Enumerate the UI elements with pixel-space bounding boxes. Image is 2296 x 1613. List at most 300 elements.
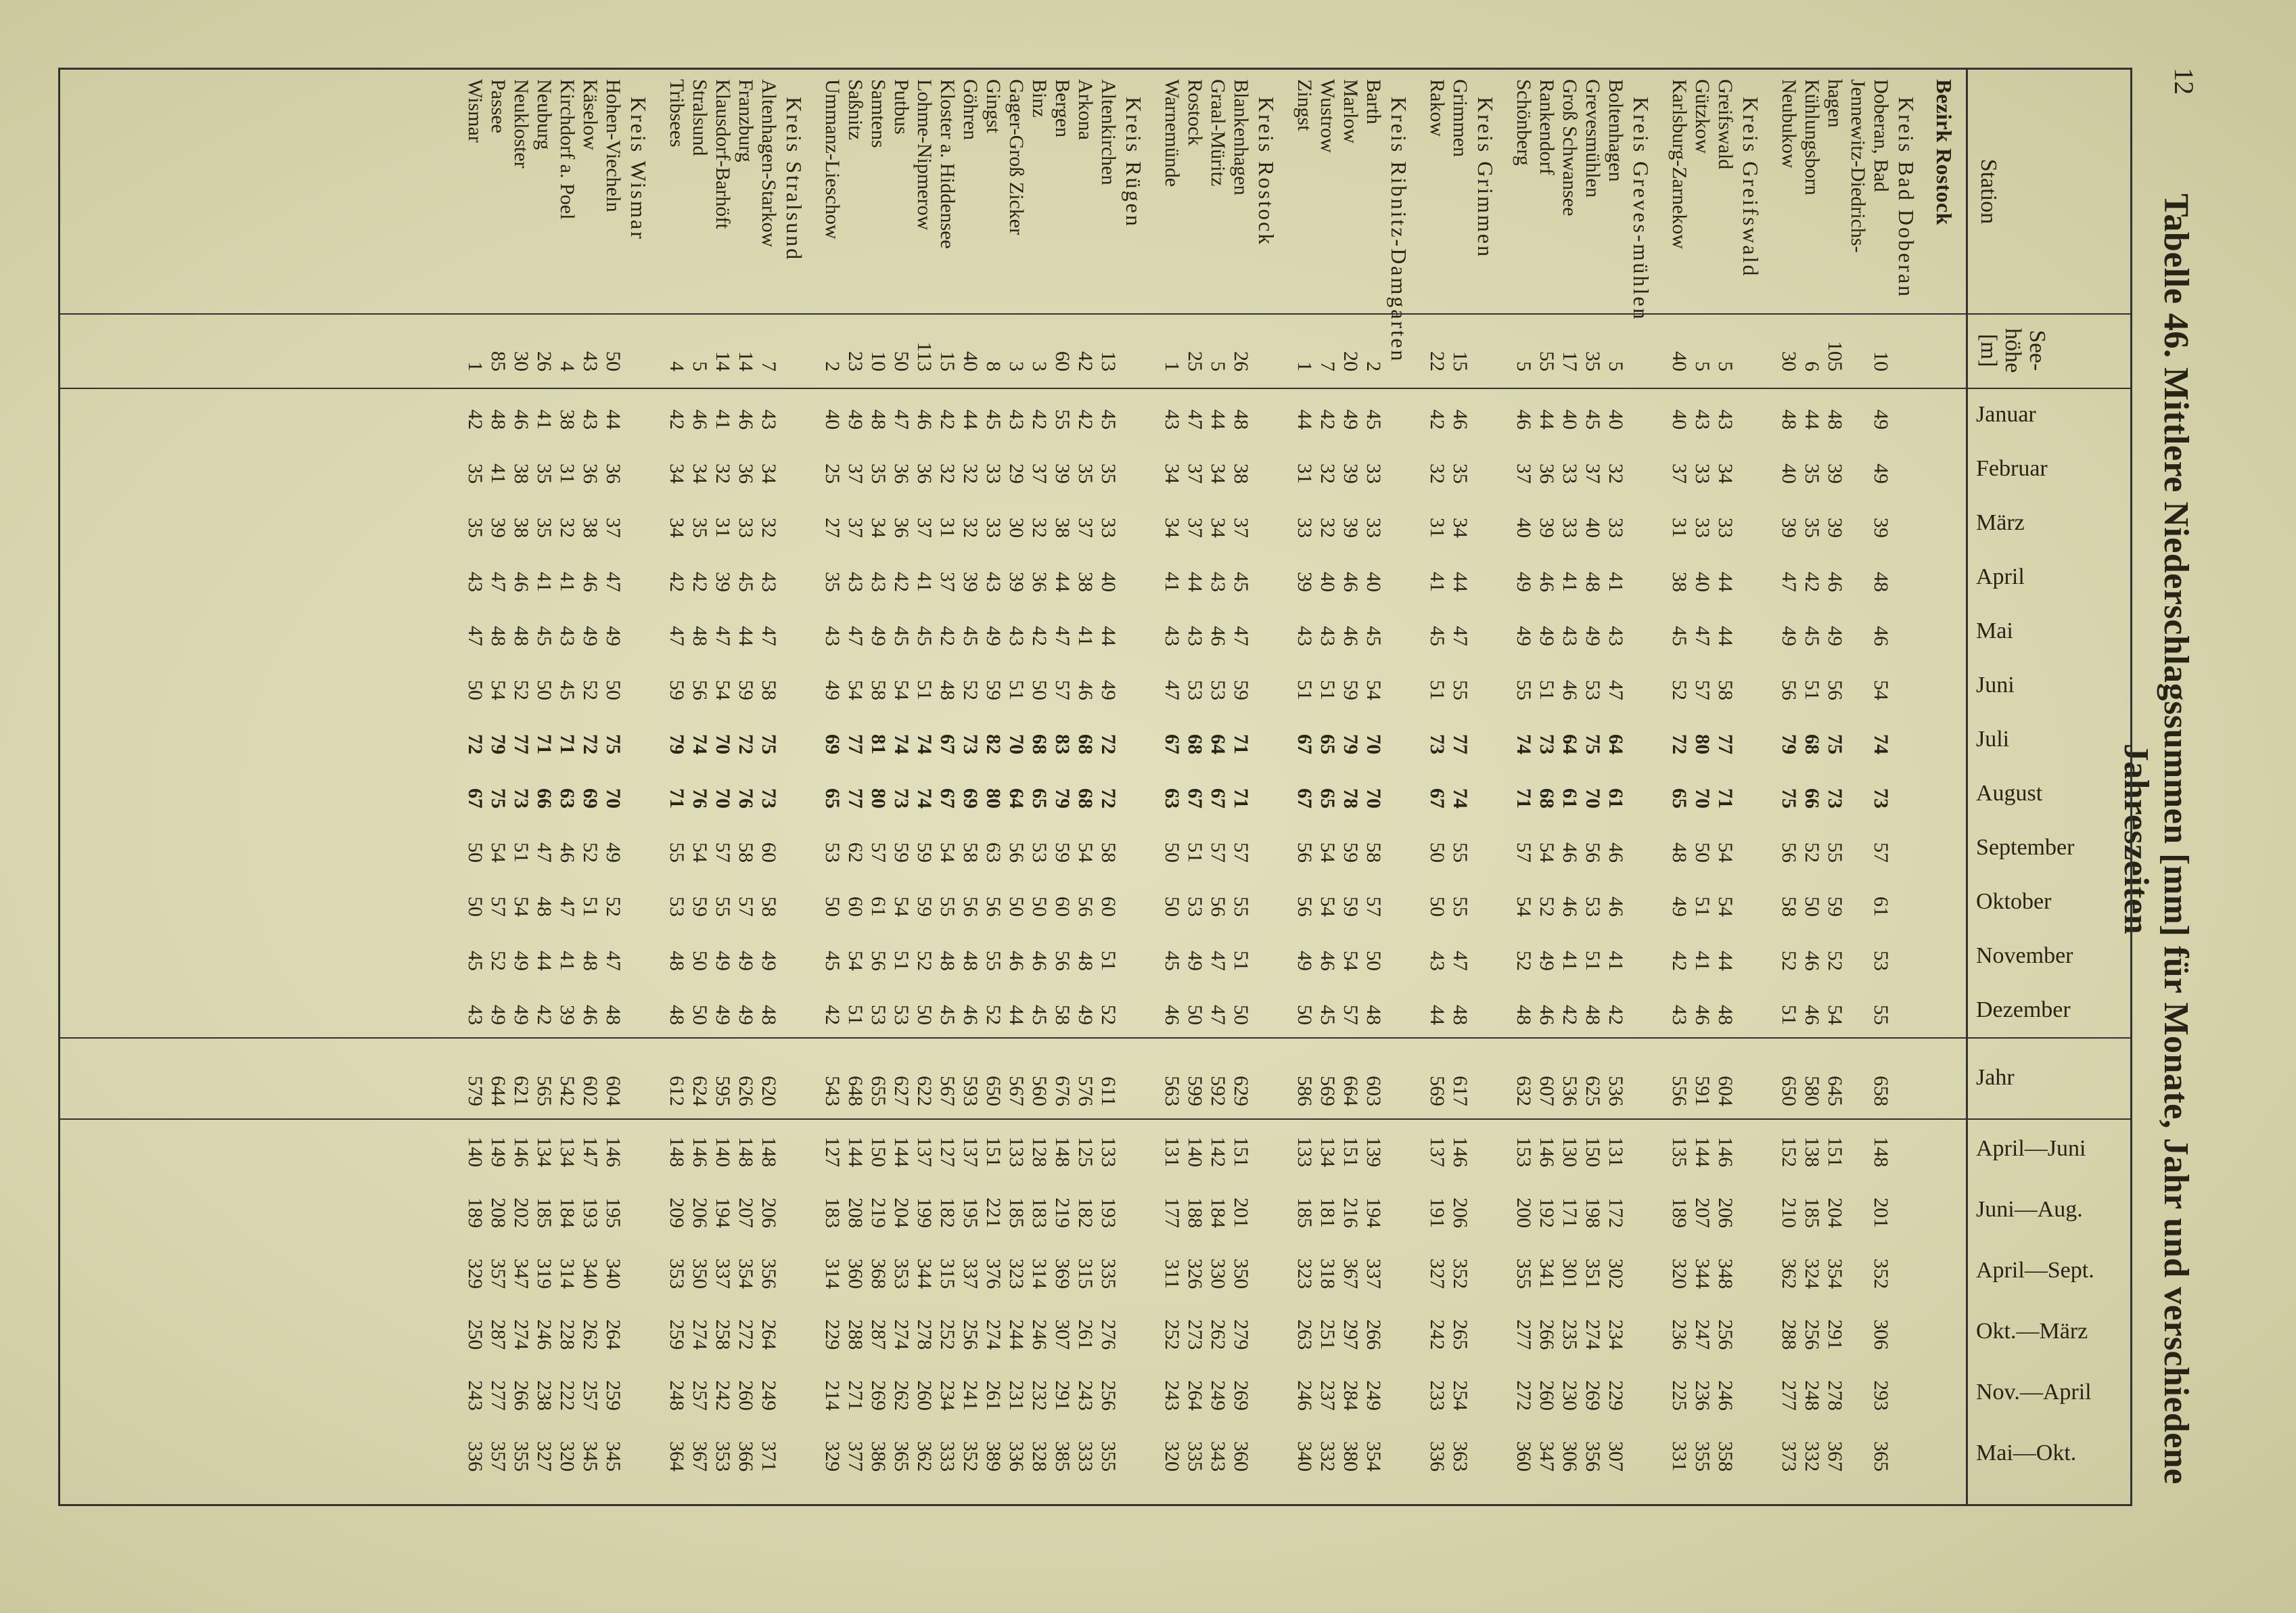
value-cell: 42 xyxy=(936,626,959,646)
value-cell: 50 xyxy=(1161,896,1183,917)
value-cell: 55 xyxy=(936,896,959,917)
value-cell: 261 xyxy=(982,1380,1005,1411)
value-cell: 55 xyxy=(1870,1005,1892,1025)
value-cell: 57 xyxy=(1691,680,1714,700)
value-cell: 243 xyxy=(464,1380,486,1411)
value-cell: 43 xyxy=(556,626,578,646)
value-cell: 46 xyxy=(1449,409,1471,430)
value-cell: 49 xyxy=(1184,951,1206,971)
value-cell: 52 xyxy=(982,1005,1005,1025)
value-cell: 53 xyxy=(1582,680,1604,700)
value-cell: 44 xyxy=(1714,626,1737,646)
value-cell: 54 xyxy=(689,842,711,863)
station-name: Neubukow xyxy=(1778,79,1800,168)
table-row xyxy=(1535,70,1558,1504)
elevation-cell: 23 xyxy=(844,351,867,371)
value-cell: 70 xyxy=(602,788,624,809)
column-header: Dezember xyxy=(1976,997,2071,1022)
value-cell: 81 xyxy=(867,734,890,754)
value-cell: 617 xyxy=(1449,1076,1471,1106)
value-cell: 46 xyxy=(579,572,601,592)
value-cell: 47 xyxy=(487,572,509,592)
value-cell: 367 xyxy=(1339,1258,1362,1289)
district-heading xyxy=(1630,70,1653,1504)
value-cell: 43 xyxy=(1161,409,1183,430)
value-cell: 150 xyxy=(867,1137,890,1167)
value-cell: 51 xyxy=(1184,842,1206,863)
value-cell: 50 xyxy=(1691,842,1714,863)
value-cell: 236 xyxy=(1691,1380,1714,1411)
value-cell: 337 xyxy=(712,1258,734,1289)
value-cell: 41 xyxy=(487,463,509,484)
value-cell: 32 xyxy=(959,518,982,538)
value-cell: 71 xyxy=(1230,788,1252,809)
value-cell: 319 xyxy=(533,1258,555,1289)
value-cell: 73 xyxy=(1536,734,1558,754)
station-name: Rankendorf xyxy=(1536,79,1558,175)
value-cell: 34 xyxy=(689,463,711,484)
station-name: Altenkirchen xyxy=(1097,79,1120,185)
value-cell: 46 xyxy=(1559,842,1581,863)
value-cell: 353 xyxy=(666,1258,688,1289)
value-cell: 134 xyxy=(556,1137,578,1167)
column-header: Juni—Aug. xyxy=(1976,1197,2083,1222)
value-cell: 52 xyxy=(1801,842,1823,863)
value-cell: 271 xyxy=(844,1380,867,1411)
value-cell: 53 xyxy=(1870,951,1892,971)
value-cell: 51 xyxy=(913,680,936,700)
value-cell: 360 xyxy=(1230,1441,1252,1472)
value-cell: 43 xyxy=(1161,626,1183,646)
value-cell: 192 xyxy=(1536,1198,1558,1228)
value-cell: 39 xyxy=(1051,463,1074,484)
value-cell: 314 xyxy=(1028,1258,1051,1289)
value-cell: 315 xyxy=(936,1258,959,1289)
value-cell: 189 xyxy=(1668,1198,1691,1228)
value-cell: 206 xyxy=(689,1198,711,1228)
value-cell: 33 xyxy=(1362,518,1385,538)
value-cell: 78 xyxy=(1339,788,1362,809)
value-cell: 54 xyxy=(1316,896,1339,917)
value-cell: 36 xyxy=(1028,572,1051,592)
value-cell: 34 xyxy=(1161,518,1183,538)
value-cell: 189 xyxy=(464,1198,486,1228)
value-cell: 46 xyxy=(735,409,757,430)
value-cell: 50 xyxy=(1426,842,1448,863)
value-cell: 38 xyxy=(1074,572,1097,592)
value-cell: 56 xyxy=(1778,842,1800,863)
value-cell: 29 xyxy=(1005,463,1028,484)
value-cell: 49 xyxy=(1870,409,1892,430)
value-cell: 235 xyxy=(1559,1319,1581,1350)
value-cell: 59 xyxy=(1824,896,1846,917)
value-cell: 246 xyxy=(1714,1380,1737,1411)
station-name: Kirchdorf a. Poel xyxy=(556,79,578,220)
value-cell: 64 xyxy=(1207,734,1229,754)
value-cell: 133 xyxy=(1097,1137,1120,1167)
value-cell: 193 xyxy=(1097,1198,1120,1228)
value-cell: 50 xyxy=(821,896,844,917)
value-cell: 39 xyxy=(959,572,982,592)
value-cell: 288 xyxy=(1778,1319,1800,1350)
value-cell: 55 xyxy=(1449,680,1471,700)
value-cell: 144 xyxy=(844,1137,867,1167)
value-cell: 36 xyxy=(913,463,936,484)
value-cell: 356 xyxy=(1582,1441,1604,1472)
table-row xyxy=(1339,70,1362,1504)
district-heading xyxy=(627,70,650,1504)
value-cell: 350 xyxy=(1230,1258,1252,1289)
value-cell: 27 xyxy=(821,518,844,538)
value-cell: 53 xyxy=(1184,896,1206,917)
value-cell: 51 xyxy=(1801,680,1823,700)
value-cell: 150 xyxy=(1582,1137,1604,1167)
value-cell: 51 xyxy=(510,842,532,863)
value-cell: 50 xyxy=(1230,1005,1252,1025)
value-cell: 45 xyxy=(890,626,913,646)
value-cell: 77 xyxy=(510,734,532,754)
value-cell: 341 xyxy=(1536,1258,1558,1289)
value-cell: 47 xyxy=(712,626,734,646)
value-cell: 632 xyxy=(1513,1076,1535,1106)
column-header: Februar xyxy=(1976,456,2048,481)
value-cell: 70 xyxy=(1362,788,1385,809)
value-cell: 43 xyxy=(1691,409,1714,430)
value-cell: 46 xyxy=(1801,1005,1823,1025)
station-name: Samtens xyxy=(867,79,890,148)
value-cell: 48 xyxy=(1582,1005,1604,1025)
value-cell: 59 xyxy=(913,896,936,917)
value-cell: 36 xyxy=(890,518,913,538)
value-cell: 39 xyxy=(1824,518,1846,538)
value-cell: 266 xyxy=(1536,1319,1558,1350)
value-cell: 43 xyxy=(982,572,1005,592)
value-cell: 202 xyxy=(510,1198,532,1228)
value-cell: 214 xyxy=(821,1380,844,1411)
value-cell: 48 xyxy=(579,951,601,971)
value-cell: 52 xyxy=(602,896,624,917)
value-cell: 580 xyxy=(1801,1076,1823,1106)
value-cell: 650 xyxy=(1778,1076,1800,1106)
value-cell: 262 xyxy=(1207,1319,1229,1350)
value-cell: 68 xyxy=(1536,788,1558,809)
value-cell: 46 xyxy=(1536,572,1558,592)
value-cell: 34 xyxy=(666,463,688,484)
value-cell: 62 xyxy=(844,842,867,863)
value-cell: 56 xyxy=(1005,842,1028,863)
value-cell: 46 xyxy=(1605,842,1627,863)
value-cell: 71 xyxy=(1513,788,1535,809)
value-cell: 35 xyxy=(464,518,486,538)
value-cell: 67 xyxy=(936,734,959,754)
elevation-cell: 35 xyxy=(1582,351,1604,371)
value-cell: 200 xyxy=(1513,1198,1535,1228)
value-cell: 138 xyxy=(1801,1137,1823,1167)
value-cell: 70 xyxy=(712,788,734,809)
value-cell: 50 xyxy=(533,680,555,700)
value-cell: 53 xyxy=(821,842,844,863)
value-cell: 54 xyxy=(844,680,867,700)
value-cell: 48 xyxy=(533,896,555,917)
value-cell: 67 xyxy=(1293,788,1316,809)
value-cell: 77 xyxy=(844,734,867,754)
value-cell: 58 xyxy=(1051,1005,1074,1025)
value-cell: 277 xyxy=(1513,1319,1535,1350)
value-cell: 79 xyxy=(666,734,688,754)
table-row xyxy=(1714,70,1737,1504)
value-cell: 45 xyxy=(1230,572,1252,592)
value-cell: 336 xyxy=(464,1441,486,1472)
value-cell: 56 xyxy=(982,896,1005,917)
elevation-cell: 22 xyxy=(1426,351,1448,371)
table-row xyxy=(1293,70,1316,1504)
value-cell: 556 xyxy=(1668,1076,1691,1106)
column-header: Okt.—März xyxy=(1976,1319,2088,1344)
value-cell: 360 xyxy=(1513,1441,1535,1472)
value-cell: 50 xyxy=(689,951,711,971)
value-cell: 57 xyxy=(1230,842,1252,863)
value-cell: 52 xyxy=(1097,1005,1120,1025)
station-name: Neukloster xyxy=(510,79,532,168)
value-cell: 144 xyxy=(890,1137,913,1167)
value-cell: 51 xyxy=(1691,896,1714,917)
elevation-cell: 15 xyxy=(1449,351,1471,371)
value-cell: 44 xyxy=(1714,951,1737,971)
value-cell: 58 xyxy=(867,680,890,700)
table-row xyxy=(913,70,936,1504)
value-cell: 69 xyxy=(959,788,982,809)
elevation-cell: 5 xyxy=(1691,361,1714,371)
elevation-cell: 1 xyxy=(1293,361,1316,371)
value-cell: 71 xyxy=(556,734,578,754)
value-cell: 72 xyxy=(1668,734,1691,754)
district-heading xyxy=(1387,70,1410,1504)
district-name: Kreis Greves-mühlen xyxy=(1629,97,1653,321)
value-cell: 74 xyxy=(1513,734,1535,754)
value-cell: 148 xyxy=(735,1137,757,1167)
value-cell: 47 xyxy=(666,626,688,646)
value-cell: 567 xyxy=(1005,1076,1028,1106)
value-cell: 38 xyxy=(1668,572,1691,592)
value-cell: 45 xyxy=(1028,1005,1051,1025)
elevation-cell: 7 xyxy=(1316,361,1339,371)
value-cell: 37 xyxy=(844,463,867,484)
station-name: Saßnitz xyxy=(844,79,867,140)
value-cell: 44 xyxy=(533,951,555,971)
value-cell: 41 xyxy=(712,409,734,430)
elevation-cell: 20 xyxy=(1339,351,1362,371)
value-cell: 611 xyxy=(1097,1076,1120,1106)
value-cell: 603 xyxy=(1362,1076,1385,1106)
value-cell: 148 xyxy=(758,1137,780,1167)
district-name: Kreis Rostock xyxy=(1254,97,1279,247)
value-cell: 41 xyxy=(1426,572,1448,592)
value-cell: 45 xyxy=(1362,409,1385,430)
value-cell: 54 xyxy=(890,896,913,917)
value-cell: 347 xyxy=(510,1258,532,1289)
value-cell: 39 xyxy=(487,518,509,538)
value-cell: 40 xyxy=(1582,518,1604,538)
value-cell: 219 xyxy=(867,1198,890,1228)
value-cell: 311 xyxy=(1161,1259,1183,1289)
value-cell: 33 xyxy=(1691,463,1714,484)
value-cell: 279 xyxy=(1230,1319,1252,1350)
elevation-cell: 5 xyxy=(1513,361,1535,371)
column-rule xyxy=(60,388,2130,389)
elevation-cell: 2 xyxy=(1362,361,1385,371)
value-cell: 49 xyxy=(1582,626,1604,646)
station-name: Kloster a. Hiddensee xyxy=(936,79,959,249)
station-name: hagen xyxy=(1824,79,1846,128)
value-cell: 42 xyxy=(1801,572,1823,592)
value-cell: 42 xyxy=(1559,1005,1581,1025)
value-cell: 46 xyxy=(510,409,532,430)
station-name: Passee xyxy=(487,79,509,133)
value-cell: 340 xyxy=(1293,1441,1316,1472)
column-header: Nov.—April xyxy=(1976,1380,2092,1405)
value-cell: 53 xyxy=(1028,842,1051,863)
value-cell: 244 xyxy=(1005,1319,1028,1350)
value-cell: 151 xyxy=(1339,1137,1362,1167)
value-cell: 58 xyxy=(959,842,982,863)
table-row xyxy=(1558,70,1581,1504)
value-cell: 65 xyxy=(1316,788,1339,809)
value-cell: 188 xyxy=(1184,1198,1206,1228)
value-cell: 45 xyxy=(1362,626,1385,646)
value-cell: 31 xyxy=(556,463,578,484)
value-cell: 66 xyxy=(533,788,555,809)
value-cell: 49 xyxy=(982,626,1005,646)
value-cell: 248 xyxy=(1801,1380,1823,1411)
value-cell: 47 xyxy=(1184,409,1206,430)
table-row xyxy=(1097,70,1120,1504)
value-cell: 43 xyxy=(1426,951,1448,971)
value-cell: 56 xyxy=(1824,680,1846,700)
station-name: Schönberg xyxy=(1513,79,1535,166)
value-cell: 53 xyxy=(890,1005,913,1025)
value-cell: 42 xyxy=(1316,409,1339,430)
value-cell: 70 xyxy=(1005,734,1028,754)
station-name: Jennewitz-Diedrichs- xyxy=(1847,79,1869,253)
table-row xyxy=(1846,70,1869,1504)
value-cell: 49 xyxy=(712,951,734,971)
table-row xyxy=(1581,70,1604,1504)
value-cell: 234 xyxy=(936,1380,959,1411)
value-cell: 57 xyxy=(1870,842,1892,863)
value-cell: 46 xyxy=(1513,409,1535,430)
value-cell: 261 xyxy=(1074,1319,1097,1350)
value-cell: 137 xyxy=(959,1137,982,1167)
value-cell: 333 xyxy=(936,1441,959,1472)
value-cell: 67 xyxy=(464,788,486,809)
value-cell: 306 xyxy=(1559,1441,1581,1472)
value-cell: 41 xyxy=(1559,951,1581,971)
value-cell: 46 xyxy=(1316,951,1339,971)
value-cell: 67 xyxy=(1426,788,1448,809)
value-cell: 193 xyxy=(579,1198,601,1228)
value-cell: 79 xyxy=(1778,734,1800,754)
value-cell: 47 xyxy=(602,572,624,592)
value-cell: 152 xyxy=(1778,1137,1800,1167)
value-cell: 39 xyxy=(1870,518,1892,538)
value-cell: 67 xyxy=(1184,788,1206,809)
value-cell: 49 xyxy=(735,951,757,971)
elevation-cell: 17 xyxy=(1559,351,1581,371)
table-row xyxy=(1005,70,1028,1504)
value-cell: 59 xyxy=(735,680,757,700)
value-cell: 183 xyxy=(821,1198,844,1228)
value-cell: 266 xyxy=(510,1380,532,1411)
table-row xyxy=(1316,70,1339,1504)
value-cell: 40 xyxy=(821,409,844,430)
elevation-cell: 55 xyxy=(1536,351,1558,371)
table-row xyxy=(1512,70,1535,1504)
value-cell: 134 xyxy=(533,1137,555,1167)
value-cell: 140 xyxy=(712,1137,734,1167)
value-cell: 34 xyxy=(1161,463,1183,484)
value-cell: 332 xyxy=(1801,1441,1823,1472)
value-cell: 50 xyxy=(1362,951,1385,971)
station-name: Gager-Groß Zicker xyxy=(1005,79,1028,235)
value-cell: 345 xyxy=(602,1441,624,1472)
value-cell: 47 xyxy=(758,626,780,646)
value-cell: 72 xyxy=(579,734,601,754)
value-cell: 329 xyxy=(821,1441,844,1472)
value-cell: 336 xyxy=(1005,1441,1028,1472)
value-cell: 254 xyxy=(1449,1380,1471,1411)
table-title: Tabelle 46. Mittlere Niederschlagssummen [mm] für Monate, Jahr und verschiedene Jahreszeiten xyxy=(2117,194,2195,1484)
value-cell: 269 xyxy=(867,1380,890,1411)
value-cell: 194 xyxy=(1362,1198,1385,1228)
value-cell: 206 xyxy=(1714,1198,1737,1228)
value-cell: 39 xyxy=(1778,518,1800,538)
value-cell: 35 xyxy=(689,518,711,538)
value-cell: 48 xyxy=(487,409,509,430)
value-cell: 376 xyxy=(982,1258,1005,1289)
column-header: Juli xyxy=(1976,727,2010,752)
value-cell: 38 xyxy=(1230,463,1252,484)
table-row xyxy=(1800,70,1823,1504)
value-cell: 46 xyxy=(556,842,578,863)
value-cell: 58 xyxy=(735,842,757,863)
value-cell: 43 xyxy=(758,409,780,430)
value-cell: 33 xyxy=(1559,518,1581,538)
value-cell: 354 xyxy=(735,1258,757,1289)
value-cell: 191 xyxy=(1426,1198,1448,1228)
value-cell: 33 xyxy=(982,463,1005,484)
value-cell: 38 xyxy=(556,409,578,430)
value-cell: 74 xyxy=(913,788,936,809)
value-cell: 33 xyxy=(1559,463,1581,484)
column-header: April—Juni xyxy=(1976,1136,2086,1161)
value-cell: 216 xyxy=(1339,1198,1362,1228)
value-cell: 37 xyxy=(1184,463,1206,484)
value-cell: 33 xyxy=(1362,463,1385,484)
district-heading xyxy=(1255,70,1278,1504)
value-cell: 621 xyxy=(510,1076,532,1106)
value-cell: 45 xyxy=(1316,1005,1339,1025)
station-name: Göhren xyxy=(959,79,982,140)
value-cell: 47 xyxy=(1449,626,1471,646)
value-cell: 209 xyxy=(666,1198,688,1228)
value-cell: 229 xyxy=(821,1319,844,1350)
value-cell: 333 xyxy=(1074,1441,1097,1472)
elevation-cell: 5 xyxy=(689,361,711,371)
value-cell: 49 xyxy=(844,409,867,430)
value-cell: 241 xyxy=(959,1380,982,1411)
table-row xyxy=(821,70,844,1504)
value-cell: 60 xyxy=(758,842,780,863)
